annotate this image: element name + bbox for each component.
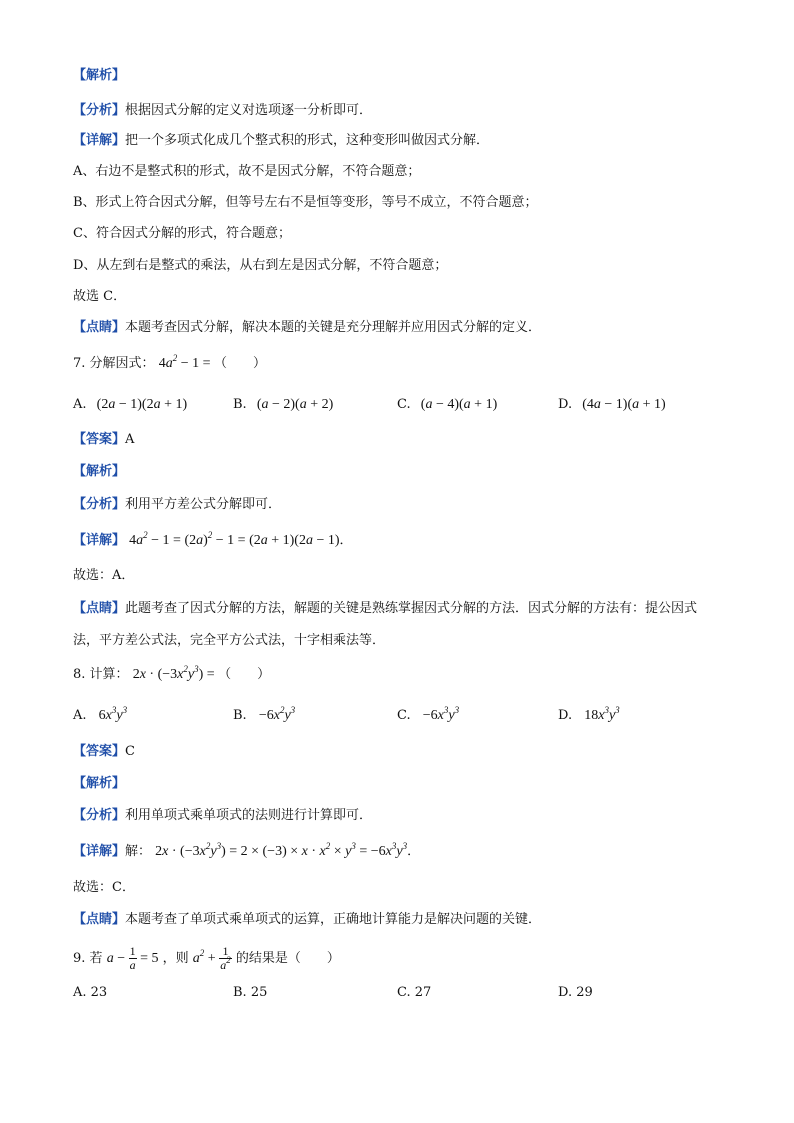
q7-choice: 故选：A． <box>73 568 135 583</box>
prev-choice: 故选 C． <box>73 289 127 304</box>
prev-detail-line: 【详解】把一个多项式化成几个整式积的形式，这种变形叫做因式分解． <box>73 133 490 148</box>
q8-detail-line: 【详解】解： $2x \cdot (-3x^2y^3) = 2 \times (-3) \times x \cdot x^2 \times y^3 = -6x^3y^3$． <box>73 841 421 859</box>
q9-option-b: B. 25 <box>233 985 268 1000</box>
fraction-1-over-a-squared: $\frac{1}{a^2}$ <box>220 944 231 973</box>
q9-target-expression: $a^2$ + $\frac{1}{a^2}$ <box>192 944 231 973</box>
q7-option-b: B. (a − 2)(a + 2) <box>233 397 334 412</box>
fraction-1-over-a: $\frac{1}{a}$ <box>129 944 136 973</box>
q8-answer-line: 【答案】C <box>73 744 135 759</box>
q8-stem: 8. 计算： $2x \cdot (-3x^2y^3)$ = （ ） <box>73 664 271 682</box>
analysis-heading: 【解析】 <box>73 68 126 83</box>
prev-option-c-explanation: C、符合因式分解的形式，符合题意； <box>73 226 291 241</box>
q9-stem: 9. 若 a − $\frac{1}{a}$ = 5 ，则 $a^2$ + $\frac{1}{a^2}$ 的结果是（ ） <box>73 944 340 973</box>
prev-option-a-explanation: A、右边不是整式积的形式，故不是因式分解，不符合题意； <box>73 164 421 179</box>
q9-option-c: C. 27 <box>397 985 432 1000</box>
q8-expression: $2x \cdot (-3x^2y^3)$ = <box>132 664 219 682</box>
q7-expression: $4a^2 - 1$ = <box>158 353 214 371</box>
prev-option-d-explanation: D、从左到右是整式的乘法，从右到左是因式分解，不符合题意； <box>73 258 448 273</box>
q8-option-c: C. $-6x^3y^3$ <box>397 705 460 723</box>
q7-option-c: C. (a − 4)(a + 1) <box>397 397 498 412</box>
prev-option-b-explanation: B、形式上符合因式分解，但等号左右不是恒等变形，等号不成立，不符合题意； <box>73 195 538 210</box>
q7-analysis-heading: 【解析】 <box>73 464 126 479</box>
q9-option-d: D. 29 <box>558 985 593 1000</box>
q8-analysis-heading: 【解析】 <box>73 776 126 791</box>
q7-detail-line: 【详解】 $4a^2 - 1 = (2a)^2 - 1 = (2a + 1)(2a - 1)$． <box>73 530 353 548</box>
q8-remark-line: 【点睛】本题考查了单项式乘单项式的运算，正确地计算能力是解决问题的关键． <box>73 912 542 927</box>
q8-option-b: B. $-6x^2y^3$ <box>233 705 296 723</box>
q7-option-d: D. (4a − 1)(a + 1) <box>558 397 666 412</box>
q8-analysis-line: 【分析】利用单项式乘单项式的法则进行计算即可． <box>73 808 373 823</box>
q9-condition: a − $\frac{1}{a}$ = 5 <box>106 944 159 973</box>
prev-remark-line: 【点睛】本题考查因式分解，解决本题的关键是充分理解并应用因式分解的定义． <box>73 320 542 335</box>
q7-stem: 7. 分解因式： $4a^2 - 1$ = （ ） <box>73 353 266 371</box>
q7-option-a: A. (2a − 1)(2a + 1) <box>73 397 188 412</box>
q8-detail-formula: $2x \cdot (-3x^2y^3) = 2 \times (-3) \times x \cdot x^2 \times y^3 = -6x^3y^3$ <box>155 841 408 859</box>
q8-option-d: D. $18x^3y^3$ <box>558 705 620 723</box>
prev-analysis-line: 【分析】根据因式分解的定义对选项逐一分析即可． <box>73 103 373 118</box>
q7-detail-formula: $4a^2 - 1 = (2a)^2 - 1 = (2a + 1)(2a - 1)$ <box>129 530 340 548</box>
q7-answer-line: 【答案】A <box>73 432 135 447</box>
q9-option-a: A. 23 <box>73 985 108 1000</box>
q8-option-a: A. $6x^3y^3$ <box>73 705 128 723</box>
q7-analysis-line: 【分析】利用平方差公式分解即可． <box>73 497 282 512</box>
q8-choice: 故选：C． <box>73 880 135 895</box>
q7-remark: 【点睛】此题考查了因式分解的方法，解题的关键是熟练掌握因式分解的方法．因式分解的方法有：提公因式法，平方差公式法，完全平方公式法，十字相乘法等． <box>73 601 698 648</box>
